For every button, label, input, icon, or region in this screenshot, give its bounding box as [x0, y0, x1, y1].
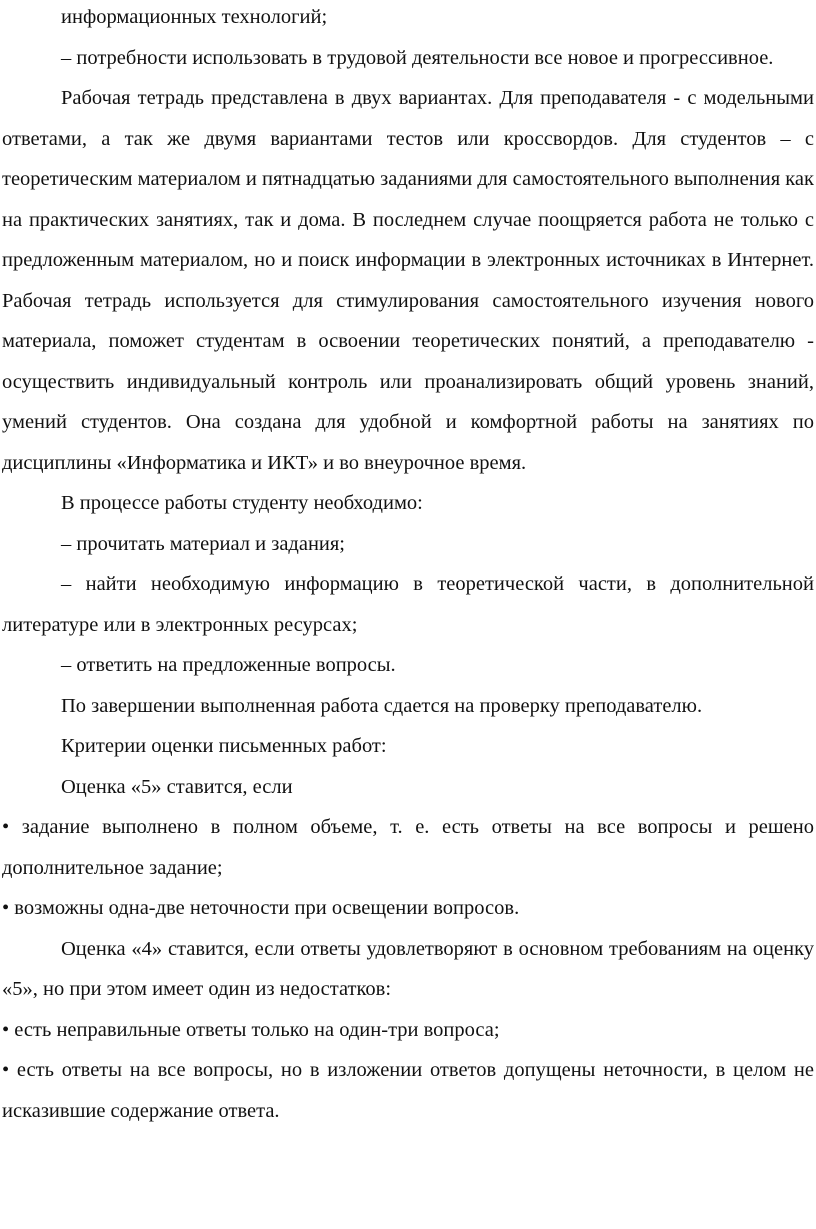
- paragraph-workbook-description: Рабочая тетрадь представлена в двух вариантах. Для преподавателя - с модельными ответами, а так же двумя вариантами тестов или кроссвордов. Для студентов – с теоретическим материалом и пятнадцатью заданиями для самостоятельного выполнения как на практических занятиях, так и дома. В последнем случае поощряется работа не только с предложенным материалом, но и поиск информации в электронных источниках в Интернет. Рабочая тетрадь используется для стимулирования самостоятельного изучения нового материала, поможет студентам в освоении теоретических понятий, а преподавателю - осуществить индивидуальный контроль или проанализировать общий уровень знаний, умений студентов. Она создана для удобной и комфортной работы на занятиях по дисциплины «Информатика и ИКТ» и во внеурочное время.: [2, 87, 814, 474]
- bullet-grade-4-wrong-answers: • есть неправильные ответы только на один-три вопроса;: [2, 1018, 500, 1041]
- paragraph-submission: По завершении выполненная работа сдается на проверку преподавателю.: [61, 694, 703, 717]
- bullet-grade-5-full: • задание выполнено в полном объеме, т. е. есть ответы на все вопросы и решено дополнительное задание;: [2, 816, 814, 879]
- paragraph-step-read: – прочитать материал и задания;: [61, 532, 346, 555]
- bullet-grade-4-inaccuracies: • есть ответы на все вопросы, но в изложении ответов допущены неточности, в целом не исказившие содержание ответа.: [2, 1059, 814, 1122]
- paragraph-grade-5-heading: Оценка «5» ставится, если: [61, 775, 293, 798]
- paragraph-process-intro: В процессе работы студенту необходимо:: [61, 492, 423, 514]
- paragraph-continuation: информационных технологий;: [61, 6, 328, 28]
- paragraph-grade-4-heading: Оценка «4» ставится, если ответы удовлетворяют в основном требованиям на оценку «5», но при этом имеет один из недостатков:: [2, 937, 814, 1000]
- paragraph-step-find: – найти необходимую информацию в теоретической части, в дополнительной литературе или в электронных ресурсах;: [2, 573, 814, 636]
- paragraph-criteria-heading: Критерии оценки письменных работ:: [61, 735, 387, 757]
- bullet-grade-5-inaccuracies: • возможны одна-две неточности при освещении вопросов.: [2, 897, 520, 919]
- paragraph-needs-item: – потребности использовать в трудовой деятельности все новое и прогрессивное.: [61, 46, 774, 69]
- paragraph-step-answer: – ответить на предложенные вопросы.: [61, 654, 396, 676]
